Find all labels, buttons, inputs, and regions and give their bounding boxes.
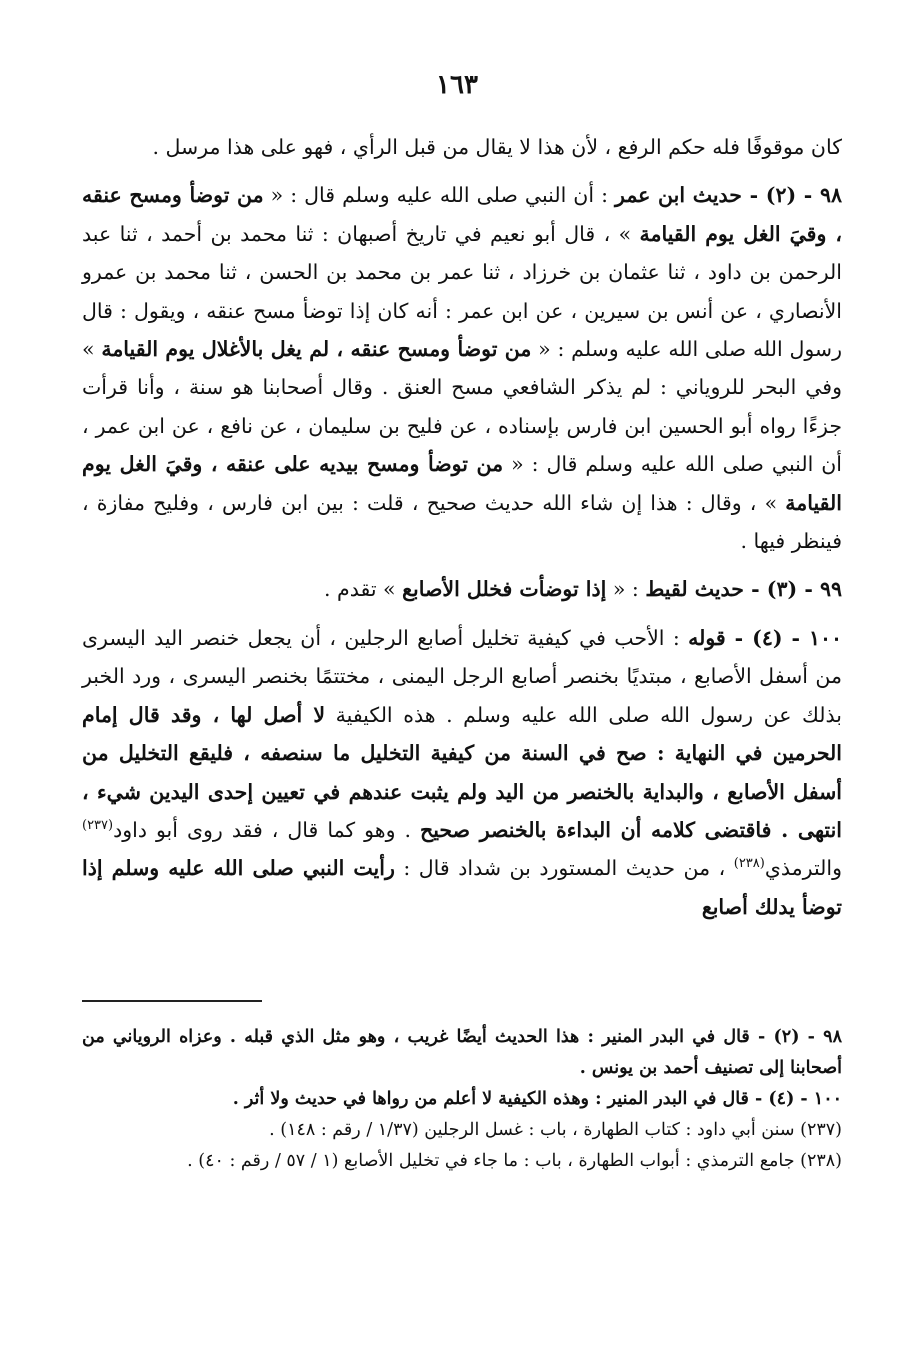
text-run: » تقدم . xyxy=(323,577,403,602)
text-run: كان موقوفًا فله حكم الرفع ، لأن هذا لا يقال من قبل الرأي ، فهو على هذا مرسل . xyxy=(152,135,842,159)
text-run: : أن النبي صلى الله عليه وسلم قال : « xyxy=(263,183,616,208)
text-run: » ، وقال : هذا إن شاء الله حديث صحيح ، قلت : بين ابن فارس ، وفليح مفازة ، فينظر فيها . xyxy=(82,490,842,554)
footnote-237: (٢٣٧) سنن أبي داود : كتاب الطهارة ، باب : غسل الرجلين (١/٣٧ / رقم : ١٤٨) . xyxy=(269,1120,842,1140)
footnote-ref: (٢٣٨) xyxy=(733,856,765,872)
bold-text-run: ١٠٠ - (٤) - قوله xyxy=(688,625,843,650)
text-run: : الأحب في كيفية تخليل أصابع الرجلين ، أن يجعل خنصر اليد اليسرى من أسفل الأصابع ، مبتديًا بخنصر أصابع الرجل اليمنى ، مختتمًا بخنصر اليسرى ، ورد الخبر بذلك عن رسول الله صلى الله عليه وسلم . هذه الكيفية xyxy=(82,625,842,727)
paragraph-hadith-98 xyxy=(82,176,842,560)
paragraph-hadith-99 xyxy=(82,570,842,608)
page-number: ١٦٣ xyxy=(436,70,478,100)
bold-text-run: رأيت النبي صلى الله عليه وسلم إذا توضأ يدلك أصابع xyxy=(82,856,842,919)
main-text xyxy=(82,128,842,926)
bold-text-run: من توضأ ومسح عنقه ، لم يغل بالأغلال يوم القيامة xyxy=(101,337,532,362)
text-run: والترمذي xyxy=(764,856,842,881)
bold-text-run: إذا توضأت فخلل الأصابع xyxy=(402,577,607,602)
footnotes xyxy=(82,1022,842,1177)
paragraph-continuation xyxy=(82,128,842,166)
text-run: : « xyxy=(606,577,646,602)
footnote-ref: (٢٣٧) xyxy=(82,818,114,834)
footnote-238: (٢٣٨) جامع الترمذي : أبواب الطهارة ، باب : ما جاء في تخليل الأصابع (١ / ٥٧ / رقم : ٤٠) . xyxy=(187,1151,842,1171)
bold-text-run: ٩٨ - (٢) - حديث ابن عمر xyxy=(615,183,842,208)
text-run: ، من حديث المستورد بن شداد قال : xyxy=(394,856,734,881)
bold-text-run: لا أصل لها ، وقد قال إمام الحرمين في النهاية : صح في السنة من كيفية التخليل ما سنصفه ، فليقع التخليل من أسفل الأصابع ، والبداية بالخنصر من اليد ولم يثبت عندهم في تعيين إحدى اليدين شيء ، انتهى . فاقتضى كلامه أن البداءة بالخنصر صحيح xyxy=(82,702,842,842)
text-run: » وفي البحر للروياني : لم يذكر الشافعي مسح العنق . وقال أصحابنا هو سنة ، وأنا قرأت جزءًا رواه أبو الحسين ابن فارس بإسناده ، عن فليح بن سليمان ، عن نافع ، عن ابن عمر ، أن النبي صلى الله عليه وسلم قال : « xyxy=(82,337,842,477)
bold-text-run: ٩٩ - (٣) - حديث لقيط xyxy=(645,577,842,602)
bold-text-run: من توضأ ومسح بيديه على عنقه ، وقيَ الغل يوم القيامة xyxy=(82,452,842,515)
text-run: » ، قال أبو نعيم في تاريخ أصبهان : ثنا محمد بن أحمد ، ثنا عبد الرحمن بن داود ، ثنا عثمان بن خرزاد ، ثنا عمر بن محمد بن الحسن ، ثنا محمد بن عمرو الأنصاري ، عن أنس بن سيرين ، عن ابن عمر : أنه كان إذا توضأ مسح عنقه ، ويقول : قال رسول الله صلى الله عليه وسلم : « xyxy=(82,221,843,362)
footnote-separator xyxy=(82,1000,262,1002)
bold-text-run: من توضأ ومسح عنقه ، وقيَ الغل يوم القيامة xyxy=(82,183,842,246)
text-run: . وهو كما قال ، فقد روى أبو داود xyxy=(113,817,421,842)
footnote-100: ١٠٠ - (٤) - قال في البدر المنير : وهذه الكيفية لا أعلم من رواها في حديث ولا أثر . xyxy=(232,1089,842,1109)
footnote-98: ٩٨ - (٢) - قال في البدر المنير : هذا الحديث أيضًا غريب ، وهو مثل الذي قبله . وعزاه الروياني من أصحابنا إلى تصنيف أحمد بن يونس . xyxy=(82,1027,842,1078)
paragraph-hadith-100 xyxy=(82,619,842,926)
